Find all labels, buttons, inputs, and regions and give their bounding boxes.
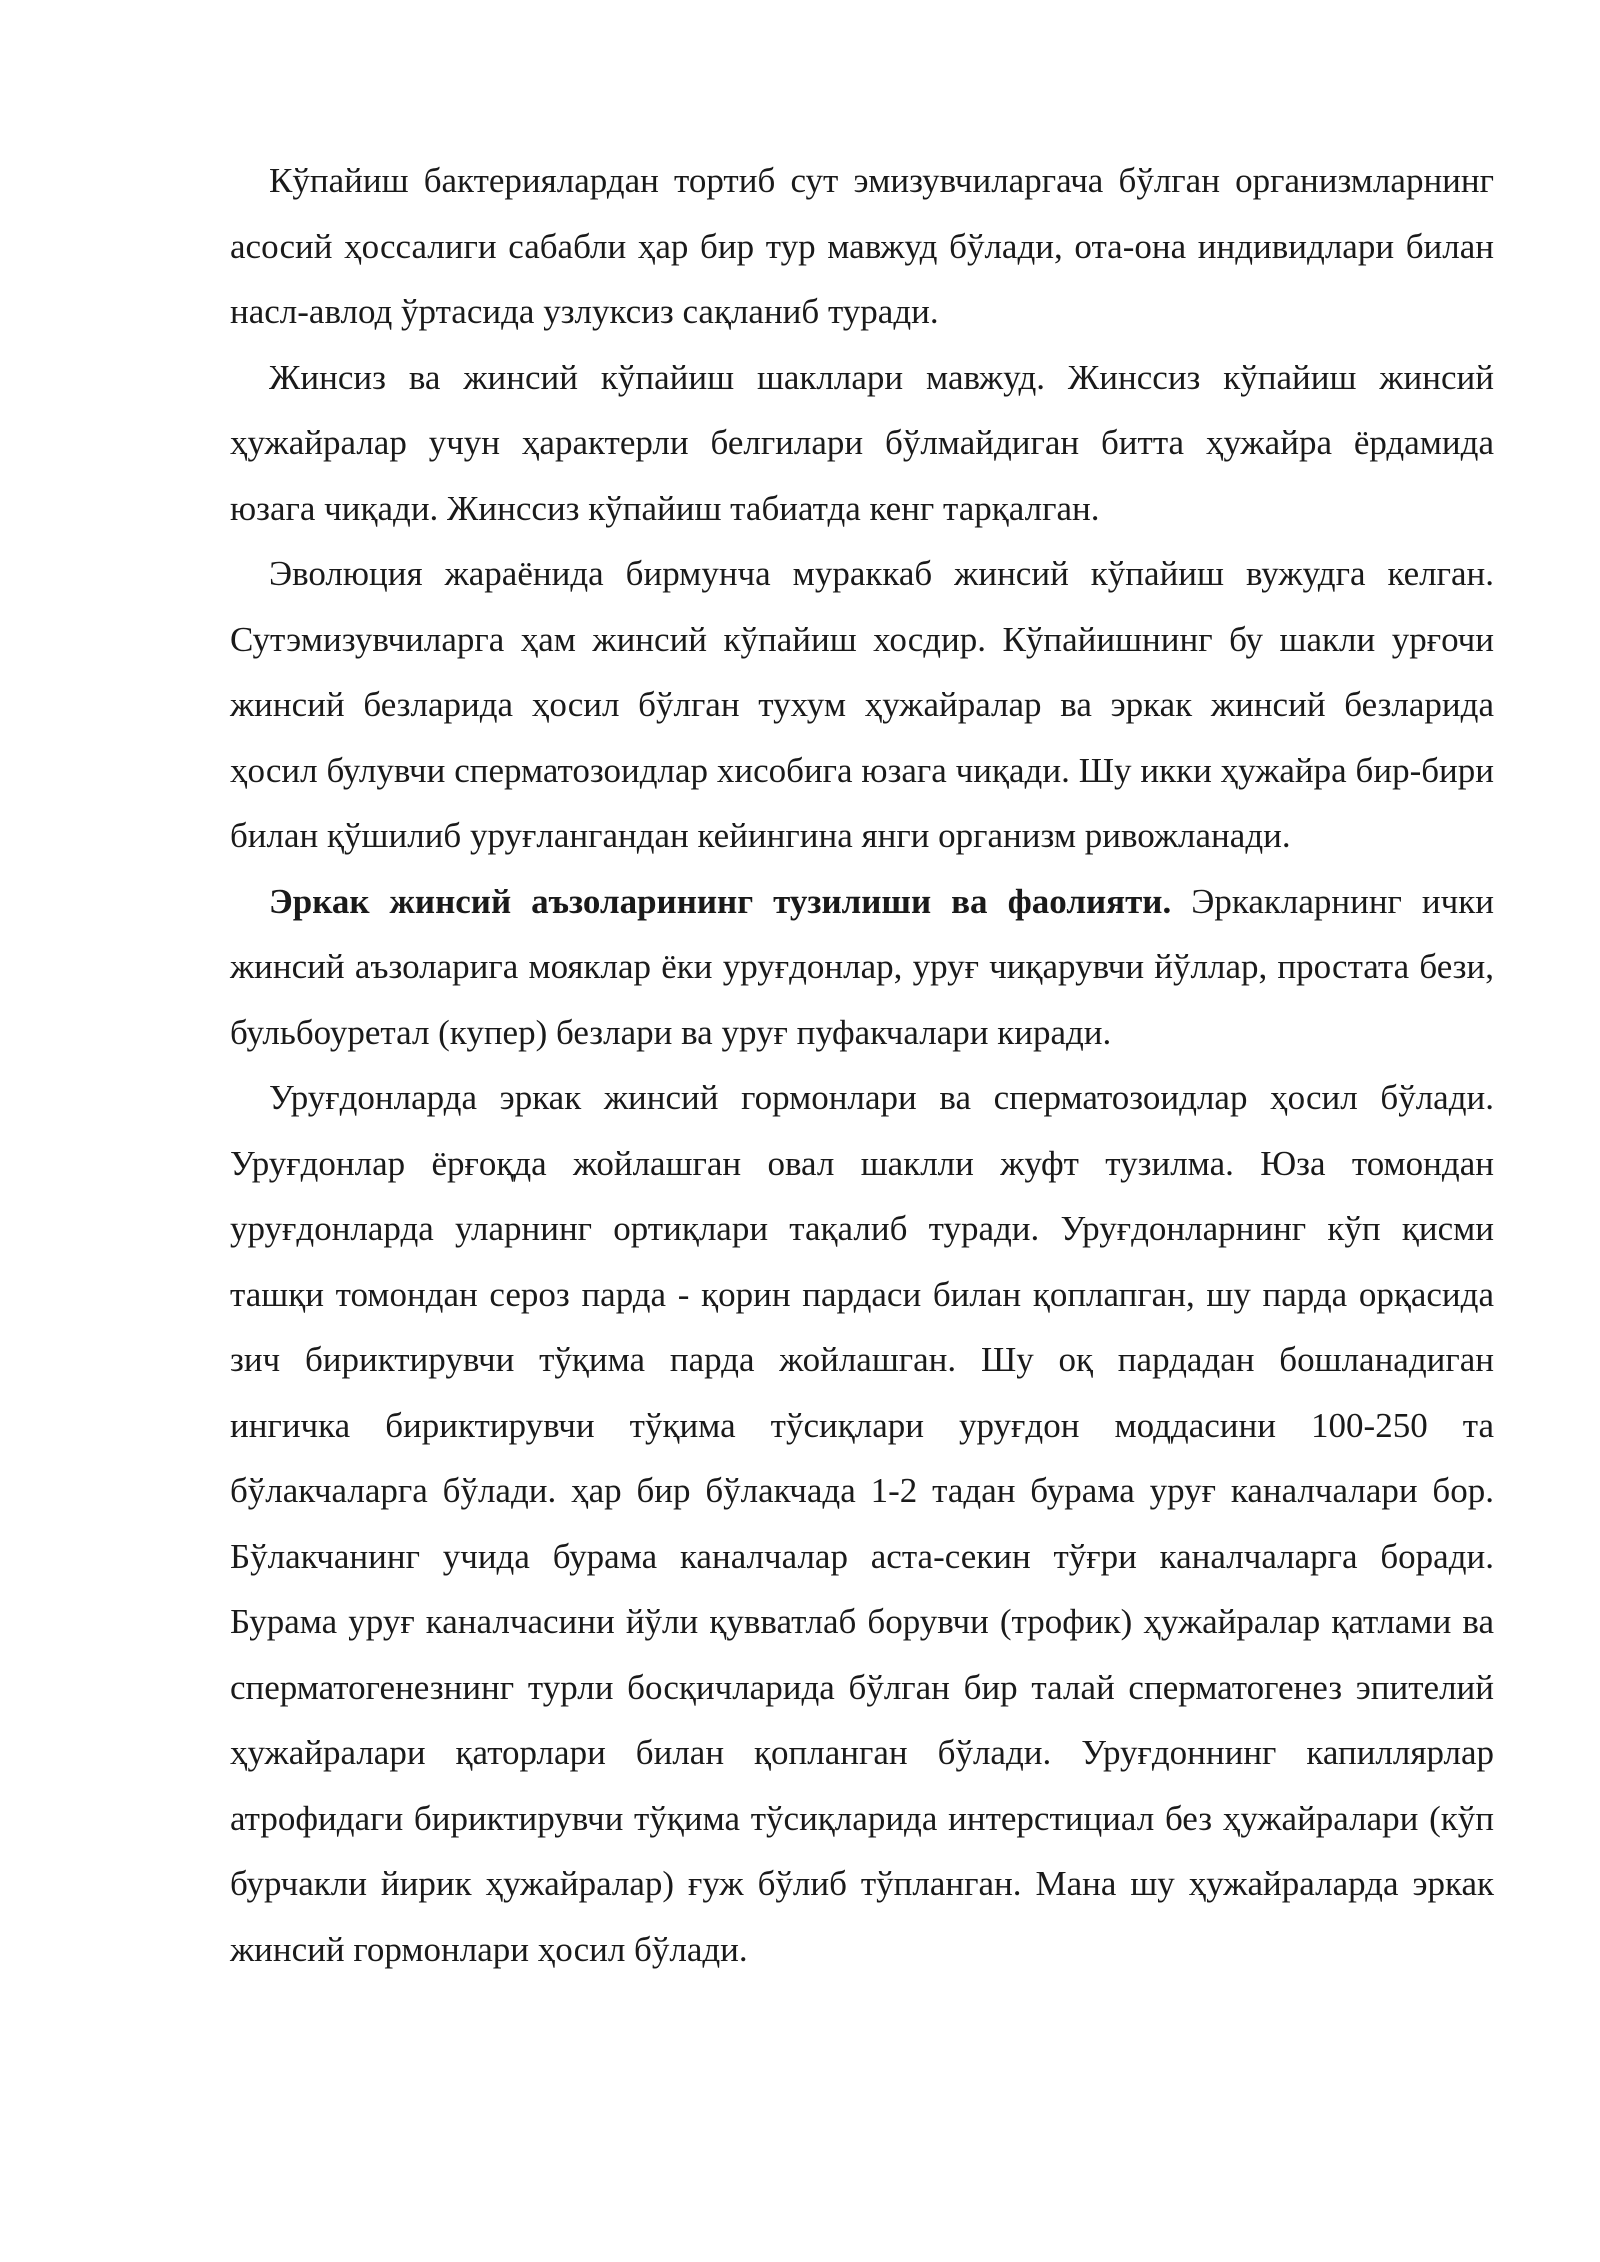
- paragraph-text: Кўпайиш бактериялардан тортиб сут эмизувчиларгача бўлган организмларнинг асосий ҳоссалиги сабабли ҳар бир тур мавжуд бўлади, ота-она индивидлари билан насл-авлод ўртасида узлуксиз сақланиб туради.: [230, 161, 1494, 331]
- paragraph-text: Жинсиз ва жинсий кўпайиш шакллари мавжуд. Жинссиз кўпайиш жинсий ҳужайралар учун ҳарактерли белгилари бўлмайдиган битта ҳужайра ёрдамида юзага чиқади. Жинссиз кўпайиш табиатда кенг тарқалган.: [230, 357, 1494, 528]
- paragraph-testes: [230, 1065, 1494, 1982]
- paragraph-text: Уруғдонларда эркак жинсий гормонлари ва сперматозоидлар ҳосил бўлади. Уруғдонлар ёрғоқда жойлашган овал шаклли жуфт тузилма. Юза томондан уруғдонларда уларнинг ортиқлари тақалиб туради. Уруғдонларнинг кўп қисми ташқи томондан сероз парда - қорин пардаси билан қоплапган, шу парда орқасида зич бириктирувчи тўқима парда жойлашган. Шу оқ пардадан бошланадиган ингичка бириктирувчи тўқима тўсиқлари уруғдон моддасини 100-250 та бўлакчаларга бўлади. ҳар бир бўлакчада 1-2 тадан бурама уруғ каналчалари бор. Бўлакчанинг учида бурама каналчалар аста-секин тўғри каналчаларга боради. Бурама уруғ каналчасини йўли қувватлаб борувчи (трофик) ҳужайралар қатлами ва сперматогенезнинг турли босқичларида бўлган бир талай сперматогенез эпителий ҳужайралари қаторлари билан қопланган бўлади. Уруғдоннинг капиллярлар атрофидаги бириктирувчи тўқима тўсиқларида интерстициал без ҳужайралари (кўп бурчакли йирик ҳужайралар) ғуж бўлиб тўпланган. Мана шу ҳужайраларда эркак жинсий гормонлари ҳосил бўлади.: [230, 1078, 1494, 1969]
- section-heading: Эркак жинсий аъзоларининг тузилиши ва фаолияти.: [269, 881, 1172, 921]
- paragraph-text: Эркакларнинг ички жинсий аъзоларига мояклар ёки уруғдонлар, уруғ чиқарувчи йўллар, простата бези, бульбоуретал (купер) безлари ва уруғ пуфакчалари киради.: [230, 881, 1495, 1052]
- paragraph-male-organs: [230, 869, 1494, 1066]
- document-body: [230, 148, 1494, 1982]
- paragraph-asexual-reproduction: [230, 345, 1494, 542]
- paragraph-reproduction-intro: [230, 148, 1494, 345]
- paragraph-text: Эволюция жараёнида бирмунча мураккаб жинсий кўпайиш вужудга келган. Сутэмизувчиларга ҳам жинсий кўпайиш хосдир. Кўпайишнинг бу шакли урғочи жинсий безларида ҳосил бўлган тухум ҳужайралар ва эркак жинсий безларида ҳосил булувчи сперматозоидлар хисобига юзага чиқади. Шу икки ҳужайра бир-бири билан қўшилиб уруғлангандан кейингина янги организм ривожланади.: [230, 554, 1494, 855]
- paragraph-sexual-reproduction: [230, 541, 1494, 869]
